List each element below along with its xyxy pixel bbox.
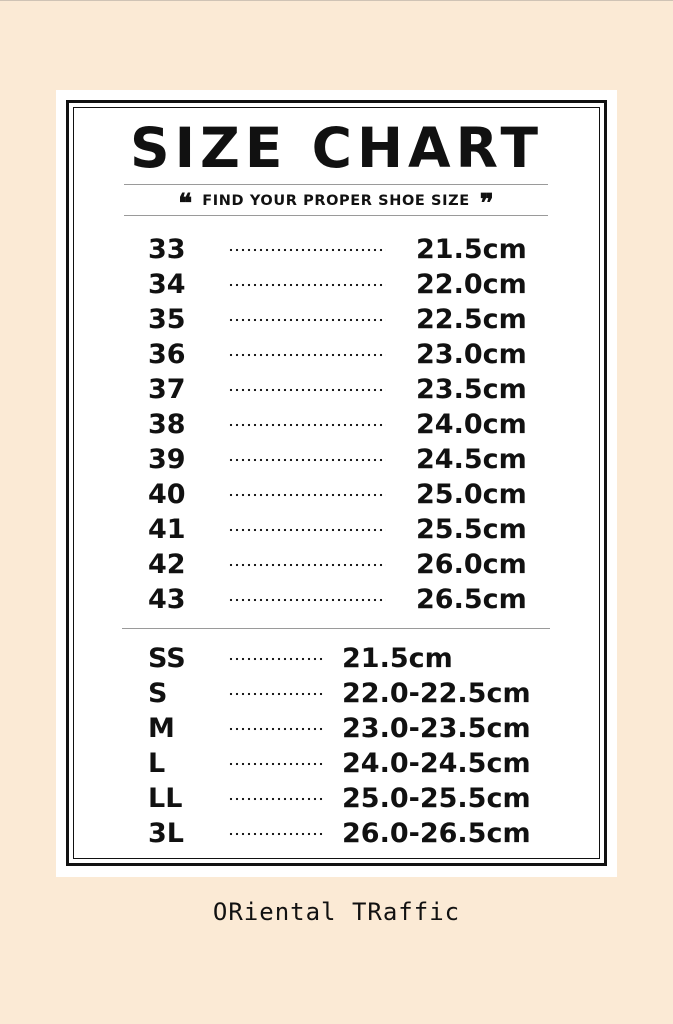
- size-label: 43: [148, 584, 186, 615]
- size-row: [56, 746, 617, 781]
- dot-leader: [228, 762, 324, 766]
- dot-leader: [228, 388, 386, 392]
- foot-length-value: 25.5cm: [416, 514, 527, 545]
- size-row: [56, 641, 617, 676]
- size-label: 39: [148, 444, 186, 475]
- size-label: SS: [148, 643, 186, 674]
- foot-length-value: 23.5cm: [416, 374, 527, 405]
- size-row: [56, 676, 617, 711]
- size-row: [56, 232, 617, 267]
- dot-leader: [228, 598, 386, 602]
- size-label: 3L: [148, 818, 184, 849]
- size-label: 40: [148, 479, 186, 510]
- dot-leader: [228, 657, 324, 661]
- section-divider: [122, 628, 550, 629]
- dot-leader: [228, 528, 386, 532]
- brand-name: ORiental TRaffic: [212, 898, 461, 926]
- dot-leader: [228, 248, 386, 252]
- foot-length-value: 23.0-23.5cm: [342, 713, 531, 744]
- dot-leader: [228, 493, 386, 497]
- top-edge-rule: [0, 0, 673, 1]
- size-row: [56, 816, 617, 851]
- dot-leader: [228, 423, 386, 427]
- close-quote-icon: ❞: [479, 191, 494, 211]
- size-label: L: [148, 748, 166, 779]
- size-label: S: [148, 678, 168, 709]
- dot-leader: [228, 797, 324, 801]
- size-row: [56, 512, 617, 547]
- size-chart-card: [56, 90, 617, 877]
- size-row: [56, 547, 617, 582]
- subtitle-top-rule: [124, 184, 548, 185]
- foot-length-value: 21.5cm: [416, 234, 527, 265]
- size-row: [56, 711, 617, 746]
- size-label: 36: [148, 339, 186, 370]
- dot-leader: [228, 283, 386, 287]
- foot-length-value: 24.0cm: [416, 409, 527, 440]
- subtitle-bottom-rule: [124, 215, 548, 216]
- size-label: 35: [148, 304, 186, 335]
- dot-leader: [228, 563, 386, 567]
- size-label: 41: [148, 514, 186, 545]
- foot-length-value: 26.5cm: [416, 584, 527, 615]
- foot-length-value: 26.0cm: [416, 549, 527, 580]
- foot-length-value: 22.0cm: [416, 269, 527, 300]
- dot-leader: [228, 727, 324, 731]
- foot-length-value: 23.0cm: [416, 339, 527, 370]
- dot-leader: [228, 318, 386, 322]
- foot-length-value: 24.5cm: [416, 444, 527, 475]
- subtitle-text: FIND YOUR PROPER SHOE SIZE: [202, 193, 470, 209]
- dot-leader: [228, 458, 386, 462]
- size-row: [56, 781, 617, 816]
- dot-leader: [228, 692, 324, 696]
- dot-leader: [228, 832, 324, 836]
- chart-title: SIZE CHART: [129, 116, 544, 180]
- foot-length-value: 24.0-24.5cm: [342, 748, 531, 779]
- size-label: 38: [148, 409, 186, 440]
- size-label: LL: [148, 783, 183, 814]
- foot-length-value: 21.5cm: [342, 643, 453, 674]
- size-row: [56, 337, 617, 372]
- size-label: 37: [148, 374, 186, 405]
- foot-length-value: 25.0-25.5cm: [342, 783, 531, 814]
- size-row: [56, 267, 617, 302]
- size-row: [56, 372, 617, 407]
- size-row: [56, 302, 617, 337]
- size-label: 33: [148, 234, 186, 265]
- size-label: 42: [148, 549, 186, 580]
- foot-length-value: 22.0-22.5cm: [342, 678, 531, 709]
- open-quote-icon: ❝: [178, 191, 193, 211]
- size-row: [56, 582, 617, 617]
- foot-length-value: 25.0cm: [416, 479, 527, 510]
- foot-length-value: 22.5cm: [416, 304, 527, 335]
- size-label: 34: [148, 269, 186, 300]
- size-row: [56, 442, 617, 477]
- subtitle-bar: [124, 186, 548, 216]
- size-row: [56, 477, 617, 512]
- dot-leader: [228, 353, 386, 357]
- foot-length-value: 26.0-26.5cm: [342, 818, 531, 849]
- size-label: M: [148, 713, 175, 744]
- size-row: [56, 407, 617, 442]
